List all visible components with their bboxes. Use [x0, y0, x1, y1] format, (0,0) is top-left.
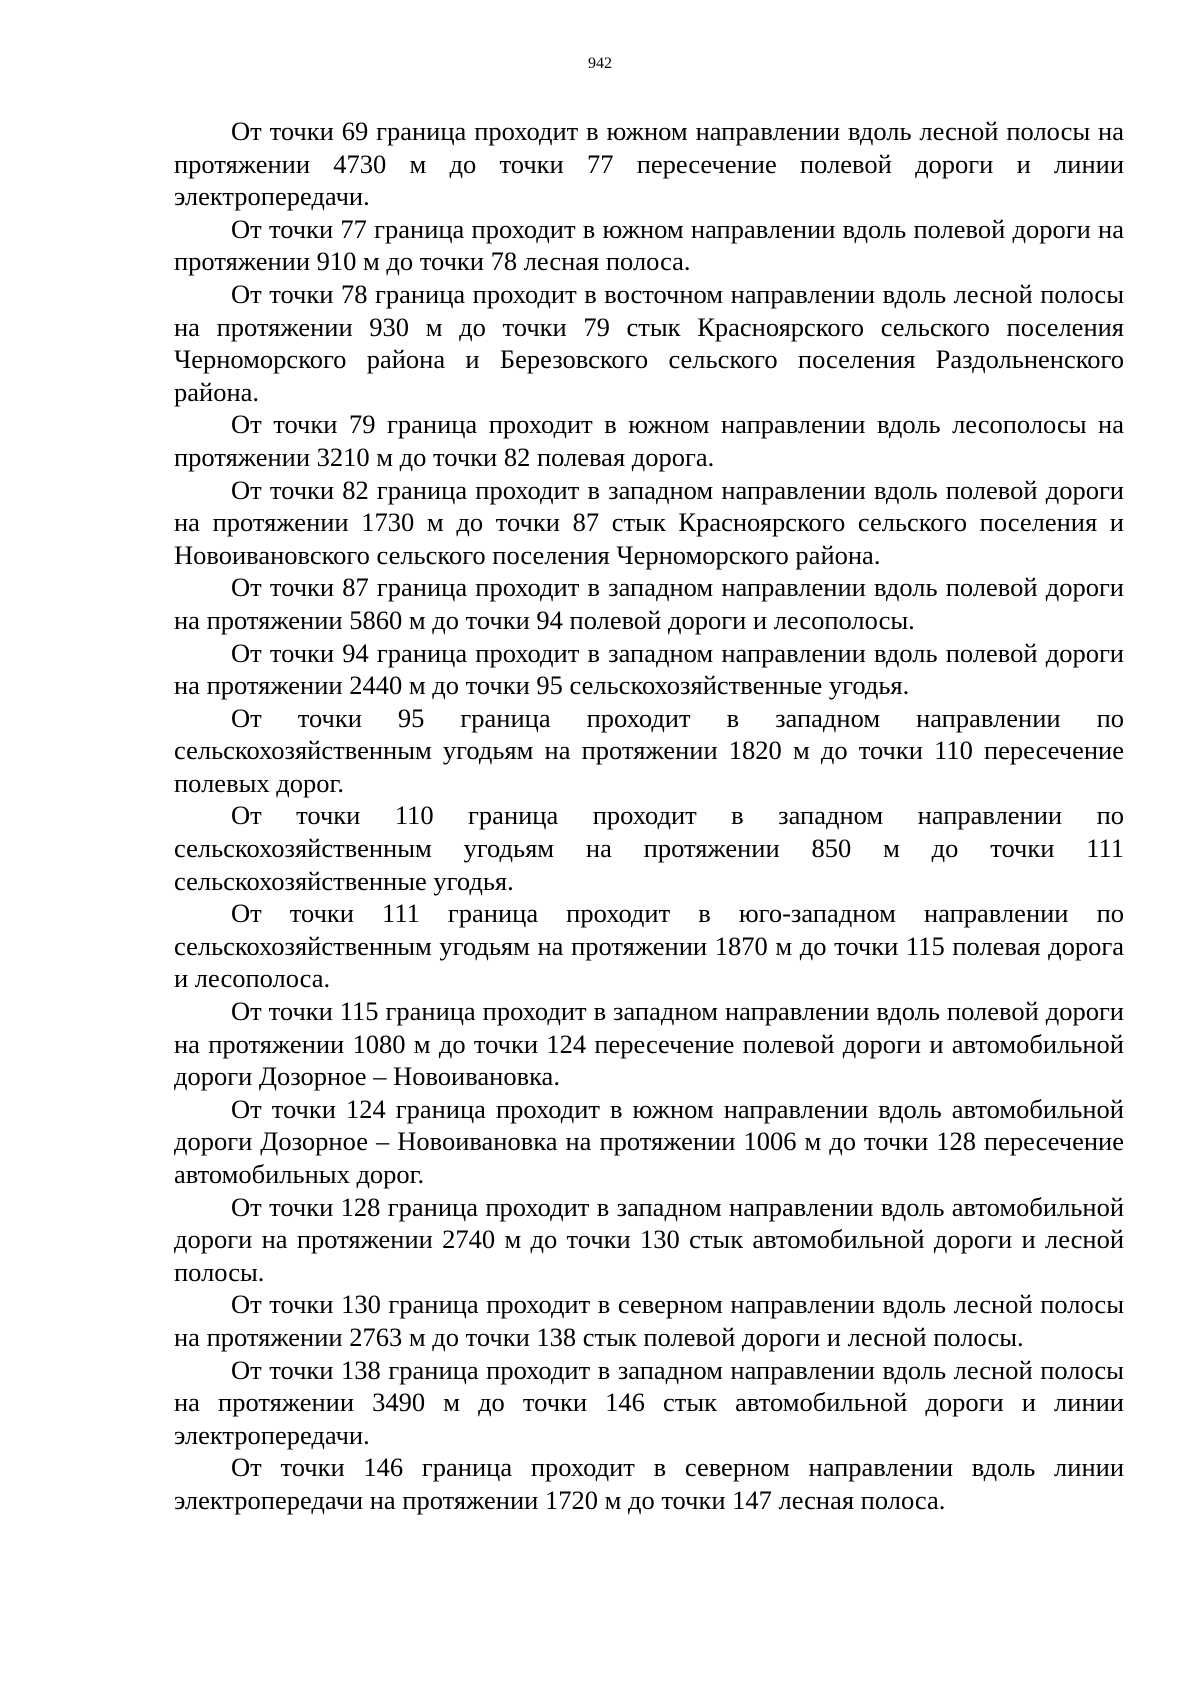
paragraph: От точки 138 граница проходит в западном направлении вдоль лесной полосы на протяжении 3490 м до точки 146 стык автомобильной дороги и линии электропередачи. [174, 1354, 1124, 1450]
paragraph: От точки 124 граница проходит в южном направлении вдоль автомобильной дороги Дозорное – Новоивановка на протяжении 1006 м до точки 128 пересечение автомобильных дорог. [174, 1093, 1124, 1189]
paragraph: От точки 128 граница проходит в западном направлении вдоль автомобильной дороги на протяжении 2740 м до точки 130 стык автомобильной дороги и лесной полосы. [174, 1191, 1124, 1287]
paragraph: От точки 82 граница проходит в западном направлении вдоль полевой дороги на протяжении 1730 м до точки 87 стык Красноярского сельского поселения и Новоивановского сельского поселения Черноморского района. [174, 474, 1124, 570]
paragraph: От точки 69 граница проходит в южном направлении вдоль лесной полосы на протяжении 4730 м до точки 77 пересечение полевой дороги и линии электропередачи. [174, 116, 1124, 212]
paragraph: От точки 115 граница проходит в западном направлении вдоль полевой дороги на протяжении 1080 м до точки 124 пересечение полевой дороги и автомобильной дороги Дозорное – Новоивановка. [174, 996, 1124, 1092]
paragraph: От точки 111 граница проходит в юго-западном направлении по сельскохозяйственным угодьям на протяжении 1870 м до точки 115 полевая дорога и лесополоса. [174, 898, 1124, 994]
page-number: 942 [588, 55, 612, 72]
paragraph: От точки 146 граница проходит в северном направлении вдоль линии электропередачи на протяжении 1720 м до точки 147 лесная полоса. [174, 1452, 1124, 1515]
paragraph: От точки 95 граница проходит в западном направлении по сельскохозяйственным угодьям на протяжении 1820 м до точки 110 пересечение полевых дорог. [174, 702, 1124, 798]
paragraph: От точки 78 граница проходит в восточном направлении вдоль лесной полосы на протяжении 930 м до точки 79 стык Красноярского сельского поселения Черноморского района и Березовского сельского поселения Раздольненского района. [174, 278, 1124, 407]
paragraph: От точки 110 граница проходит в западном направлении по сельскохозяйственным угодьям на протяжении 850 м до точки 111 сельскохозяйственные угодья. [174, 800, 1124, 896]
paragraph: От точки 79 граница проходит в южном направлении вдоль лесополосы на протяжении 3210 м до точки 82 полевая дорога. [174, 409, 1124, 472]
paragraph: От точки 94 граница проходит в западном направлении вдоль полевой дороги на протяжении 2440 м до точки 95 сельскохозяйственные угодья. [174, 637, 1124, 701]
paragraph: От точки 87 граница проходит в западном направлении вдоль полевой дороги на протяжении 5860 м до точки 94 полевой дороги и лесополосы. [174, 572, 1124, 635]
paragraph: От точки 77 граница проходит в южном направлении вдоль полевой дороги на протяжении 910 м до точки 78 лесная полоса. [174, 213, 1124, 277]
paragraph: От точки 130 граница проходит в северном направлении вдоль лесной полосы на протяжении 2763 м до точки 138 стык полевой дороги и лесной полосы. [174, 1289, 1124, 1352]
document-body [174, 115, 1124, 1517]
